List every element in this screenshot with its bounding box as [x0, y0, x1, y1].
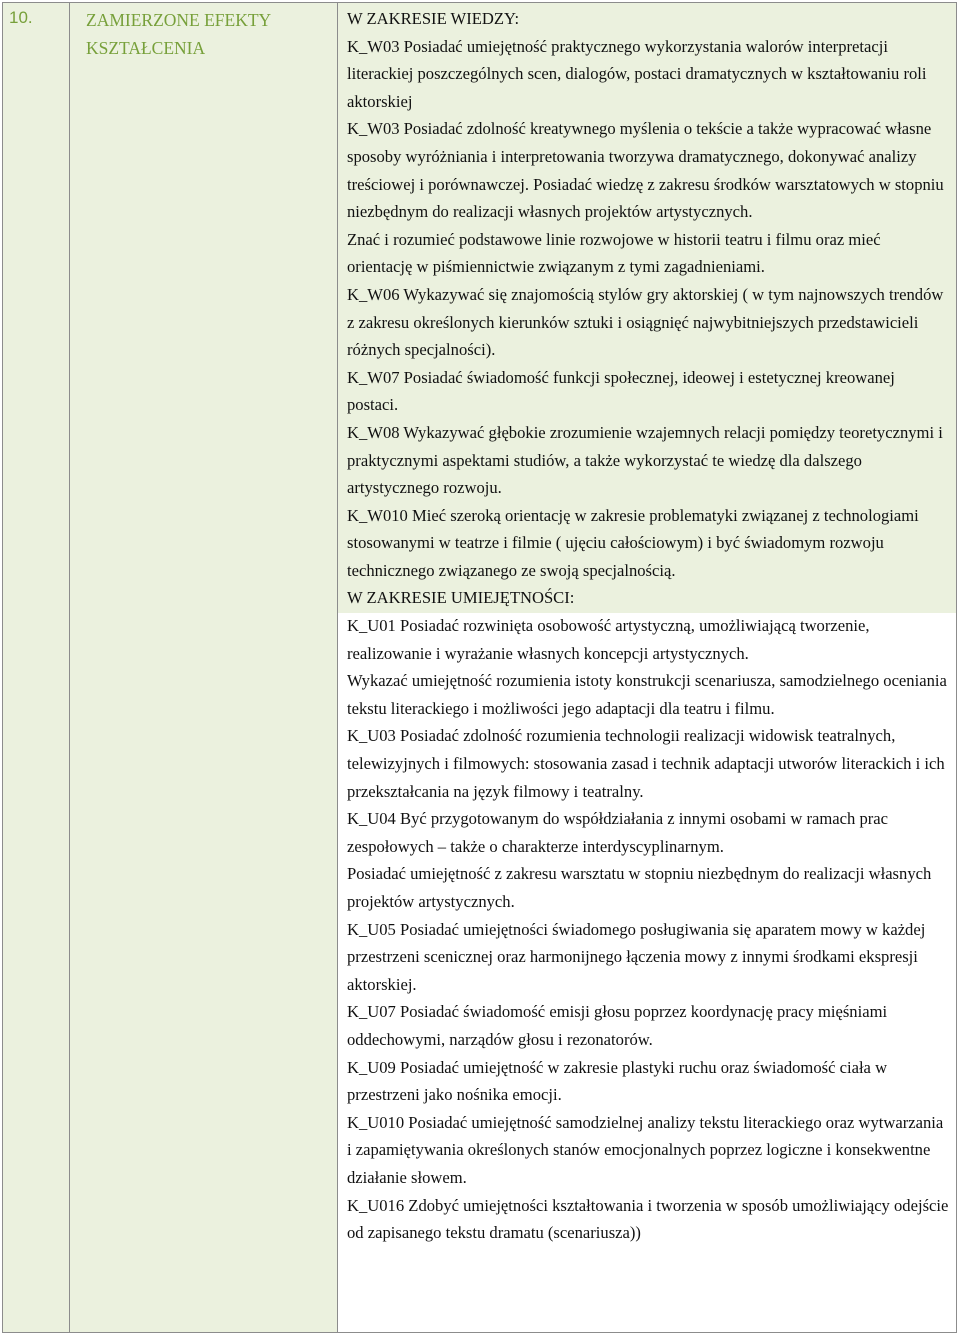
skills-item: K_U07 Posiadać świadomość emisji głosu poprzez koordynację pracy mięśniami oddechowymi, narządów głosu i rezonatorów. — [347, 1002, 888, 1049]
skills-item: K_U01 Posiadać rozwinięta osobowość artystyczną, umożliwiającą tworzenie, realizowanie i wyrażanie własnych koncepcji artystycznych. — [347, 616, 870, 663]
skills-item: K_U09 Posiadać umiejętność w zakresie plastyki ruchu oraz świadomość ciała w przestrzeni jako nośnika emocji. — [347, 1057, 888, 1105]
knowledge-heading: W ZAKRESIE WIEDZY: — [347, 9, 520, 28]
knowledge-item: K_W010 Mieć szeroką orientację w zakresie problematyki związanej z technologiami stosowanymi w teatrze i filmie ( ujęciu całościowym) i być świadomym rozwoju technicznego związanego ze swoją specjalnością. — [347, 505, 919, 580]
knowledge-item: K_W08 Wykazywać głębokie zrozumienie wzajemnych relacji pomiędzy teoretycznymi i praktycznymi aspektami studiów, a także wykorzystać te wiedzę dla dalszego artystycznego rozwoju. — [347, 422, 943, 498]
skills-item: K_U05 Posiadać umiejętności świadomego posługiwania się aparatem mowy w każdej przestrzeni scenicznej oraz harmonijnego łączenia mowy z innymi środkami ekspresji aktorskiej. — [347, 919, 926, 994]
row-label — [70, 3, 338, 1332]
skills-item: Posiadać umiejętność z zakresu warsztatu w stopniu niezbędnym do realizacji własnych projektów artystycznych. — [347, 864, 932, 911]
knowledge-item: Znać i rozumieć podstawowe linie rozwojowe w historii teatru i filmu oraz mieć orientację w piśmiennictwie związanym z tymi zagadnieniami. — [347, 229, 881, 277]
row-label-line-2: KSZTAŁCENIA — [86, 38, 206, 58]
content-text — [338, 3, 956, 1247]
skills-item: K_U010 Posiadać umiejętność samodzielnej analizy tekstu literackiego oraz wytwarzania i zapamiętywania określonych stanów emocjonalnych poprzez logiczne i konsekwentne działanie słowem. — [347, 1112, 944, 1187]
row-content — [338, 3, 956, 1332]
row-number: 10. — [3, 3, 70, 1332]
effects-table-row — [2, 2, 957, 1333]
knowledge-item: K_W03 Posiadać umiejętność praktycznego wykorzystania walorów interpretacji literackiej poszczególnych scen, dialogów, postaci dramatycznych w kształtowaniu roli aktorskiej — [347, 36, 927, 111]
knowledge-item: K_W07 Posiadać świadomość funkcji społecznej, ideowej i estetycznej kreowanej postaci. — [347, 367, 895, 415]
skills-heading: W ZAKRESIE UMIEJĘTNOŚCI: — [347, 588, 575, 608]
knowledge-item: K_W03 Posiadać zdolność kreatywnego myślenia o tekście a także wypracować własne sposoby wyróżniania i interpretowania tworzywa dramatycznego, dokonywać analizy treściowej i porównawczej. Posiadać wiedzę z zakresu środków warsztatowych w stopniu niezbędnym do realizacji własnych projektów artystycznych. — [347, 119, 944, 222]
skills-item: K_U03 Posiadać zdolność rozumienia technologii realizacji widowisk teatralnych, telewizyjnych i filmowych: stosowania zasad i technik adaptacji utworów literackich i ich przekształcania na język filmowy i teatralny. — [347, 726, 945, 801]
skills-item: Wykazać umiejętność rozumienia istoty konstrukcji scenariusza, samodzielnego oceniania tekstu literackiego i możliwości jego adaptacji dla teatru i filmu. — [347, 671, 947, 718]
knowledge-item: K_W06 Wykazywać się znajomością stylów gry aktorskiej ( w tym najnowszych trendów z zakresu określonych kierunków sztuki i osiągnięć najwybitniejszych przedstawicieli różnych specjalności). — [347, 284, 944, 360]
skills-item: K_U04 Być przygotowanym do współdziałania z innymi osobami w ramach prac zespołowych – także o charakterze interdyscyplinarnym. — [347, 809, 889, 856]
row-label-line-1: ZAMIERZONE EFEKTY — [86, 10, 272, 30]
skills-item: K_U016 Zdobyć umiejętności kształtowania i tworzenia w sposób umożliwiający odejście od zapisanego tekstu dramatu (scenariusza)) — [347, 1195, 949, 1243]
